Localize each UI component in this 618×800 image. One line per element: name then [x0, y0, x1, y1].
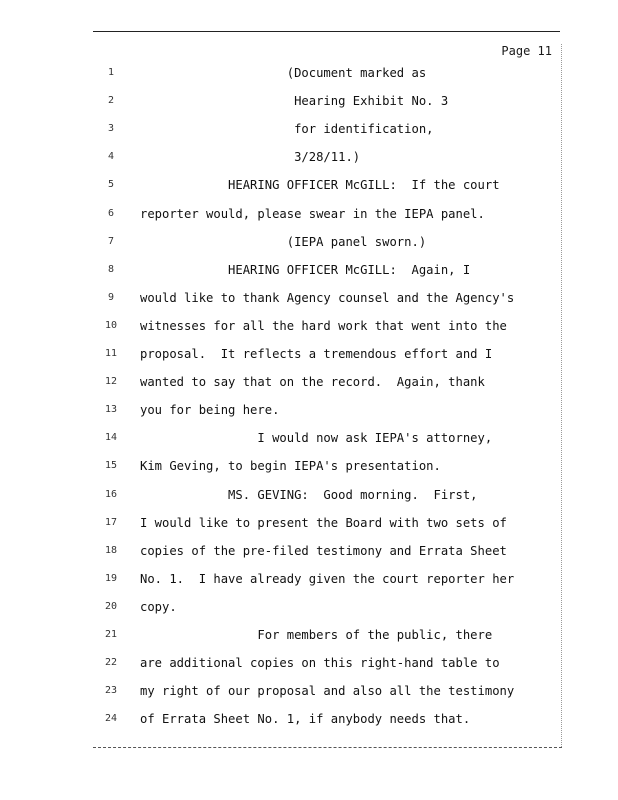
line-text: my right of our proposal and also all the testimony: [140, 684, 515, 699]
line-text: you for being here.: [140, 403, 280, 418]
transcript-line: [0, 317, 618, 335]
line-text: of Errata Sheet No. 1, if anybody needs that.: [140, 712, 471, 727]
line-number: 12: [104, 376, 118, 388]
transcript-line: [0, 373, 618, 391]
line-number: 4: [107, 151, 115, 163]
line-number: 5: [107, 179, 115, 191]
line-text: (Document marked as: [140, 66, 427, 80]
line-text: HEARING OFFICER McGILL: Again, I: [140, 262, 471, 277]
line-number: 1: [107, 67, 115, 78]
transcript-line: [0, 486, 618, 504]
line-text: reporter would, please swear in the IEPA panel.: [140, 206, 485, 221]
line-text: For members of the public, there: [140, 628, 493, 642]
line-number: 2: [107, 95, 115, 107]
line-text: No. 1. I have already given the court reporter her: [140, 571, 515, 586]
line-number: 10: [104, 319, 118, 331]
line-number: 16: [104, 488, 118, 500]
transcript-line: [0, 682, 618, 700]
line-text: 3/28/11.): [140, 150, 361, 165]
line-text: copies of the pre-filed testimony and Errata Sheet: [140, 543, 507, 558]
line-text: MS. GEVING: Good morning. First,: [140, 487, 478, 502]
line-number: 9: [107, 291, 115, 303]
line-number: 13: [104, 404, 118, 416]
line-number: 6: [107, 207, 115, 219]
transcript-line: [0, 176, 618, 194]
line-text: are additional copies on this right-hand table to: [140, 656, 500, 671]
line-number: 11: [104, 348, 118, 359]
line-text: I would now ask IEPA's attorney,: [140, 431, 493, 446]
line-number: 22: [104, 657, 118, 669]
transcript-line: [0, 233, 618, 251]
line-text: copy.: [140, 599, 177, 614]
line-number: 8: [107, 263, 115, 275]
line-text: I would like to present the Board with two sets of: [140, 515, 507, 530]
transcript-line: [0, 92, 618, 110]
line-number: 7: [107, 235, 115, 247]
line-number: 3: [107, 123, 115, 135]
line-text: Hearing Exhibit No. 3: [140, 94, 449, 109]
line-text: wanted to say that on the record. Again, thank: [140, 375, 485, 390]
page-bottom-rule: [93, 747, 562, 748]
transcript-line: [0, 120, 618, 138]
page-number-label: Page 11: [501, 44, 552, 58]
line-number: 21: [104, 629, 118, 640]
line-number: 19: [104, 572, 118, 584]
line-number: 17: [104, 516, 118, 528]
transcript-line: [0, 598, 618, 616]
transcript-line: [0, 289, 618, 307]
line-number: 24: [104, 713, 118, 725]
transcript-line: [0, 514, 618, 532]
line-text: witnesses for all the hard work that went into the: [140, 318, 507, 333]
transcript-line: [0, 654, 618, 672]
transcript-line: [0, 148, 618, 166]
transcript-line: [0, 626, 618, 644]
transcript-line: [0, 457, 618, 475]
line-number: 15: [104, 460, 118, 472]
line-number: 14: [104, 432, 118, 444]
line-text: for identification,: [140, 122, 434, 137]
line-text: proposal. It reflects a tremendous effort and I: [140, 347, 493, 361]
line-text: Kim Geving, to begin IEPA's presentation.: [140, 459, 441, 474]
transcript-line: [0, 570, 618, 588]
transcript-line: [0, 345, 618, 363]
line-text: HEARING OFFICER McGILL: If the court: [140, 178, 500, 193]
transcript-line: [0, 429, 618, 447]
page-top-rule: [93, 31, 560, 32]
transcript-line: [0, 64, 618, 82]
line-text: would like to thank Agency counsel and the Agency's: [140, 290, 515, 305]
transcript-line: [0, 261, 618, 279]
transcript-line: [0, 710, 618, 728]
line-text: (IEPA panel sworn.): [140, 234, 427, 249]
transcript-line: [0, 542, 618, 560]
line-number: 20: [104, 600, 118, 612]
line-number: 18: [104, 544, 118, 556]
transcript-line: [0, 401, 618, 419]
line-number: 23: [104, 685, 118, 697]
transcript-line: [0, 205, 618, 223]
